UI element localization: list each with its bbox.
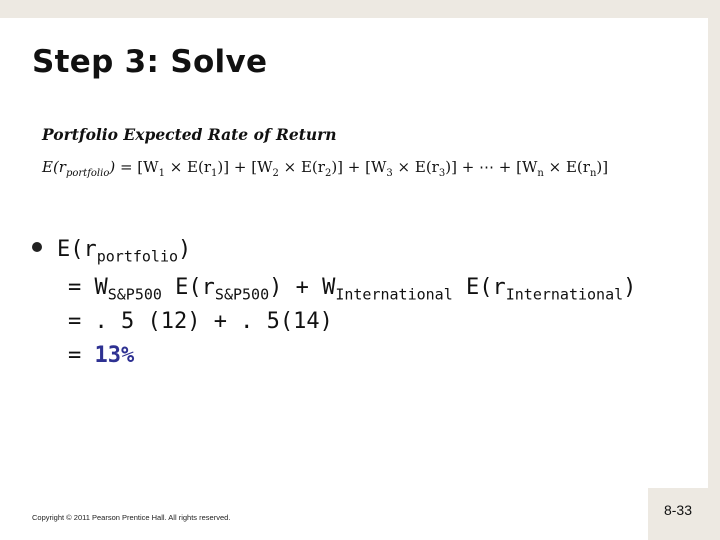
formula-text: × E(r <box>392 158 439 176</box>
bullet-sub: portfolio <box>96 247 179 266</box>
formula-sub: portfolio <box>65 168 110 179</box>
formula-sub: 3 <box>438 168 446 179</box>
result-value: 13% <box>94 343 135 368</box>
formula-sub: 1 <box>158 168 165 179</box>
eq-text: ) + W <box>269 275 336 300</box>
equation-line-3 <box>68 343 134 368</box>
right-band <box>708 0 720 540</box>
page-number: 8-33 <box>663 502 693 518</box>
page-number-box <box>648 488 708 540</box>
formula-sub: 2 <box>324 168 332 179</box>
bullet-text: ) <box>178 237 192 262</box>
eq-sub: S&P500 <box>214 285 270 304</box>
eq-text: = W <box>68 275 108 300</box>
eq-sub: S&P500 <box>107 285 162 304</box>
formula-sub: 1 <box>211 168 218 179</box>
formula-text: ) <box>109 158 116 176</box>
eq-sub: International <box>335 285 453 304</box>
formula-text: )] + [W <box>331 158 387 176</box>
formula-text: × E(r <box>543 158 590 176</box>
formula-sub: 3 <box>386 168 393 179</box>
formula-sub: n <box>589 168 597 179</box>
equation-line-1 <box>68 275 636 303</box>
bullet-portfolio-return <box>32 237 191 265</box>
top-band <box>0 0 720 18</box>
formula-text: )] + ⋯ + [W <box>445 158 538 176</box>
eq-text: = <box>68 343 95 368</box>
expected-return-formula <box>42 158 608 179</box>
formula-sub: n <box>537 168 544 179</box>
eq-text: ) <box>623 275 637 300</box>
bullet-text: E(r <box>57 237 97 262</box>
formula-text: E(r <box>42 158 66 176</box>
eq-sub: International <box>505 285 624 304</box>
formula-text: × E(r <box>278 158 325 176</box>
bullet-dot-icon <box>32 242 42 252</box>
formula-text: × E(r <box>164 158 212 176</box>
formula-title: Portfolio Expected Rate of Return <box>42 125 337 144</box>
formula-sub: 2 <box>272 168 279 179</box>
formula-text: )] <box>596 158 609 176</box>
formula-text: = [W <box>115 158 159 176</box>
eq-text: E(r <box>161 275 215 300</box>
slide-title: Step 3: Solve <box>32 44 268 80</box>
formula-lhs <box>42 158 116 179</box>
copyright-notice: Copyright © 2011 Pearson Prentice Hall. All rights reserved. <box>32 513 231 522</box>
eq-text: E(r <box>452 275 506 300</box>
equation-line-2: = . 5 (12) + . 5(14) <box>68 309 333 334</box>
formula-text: )] + [W <box>217 158 273 176</box>
